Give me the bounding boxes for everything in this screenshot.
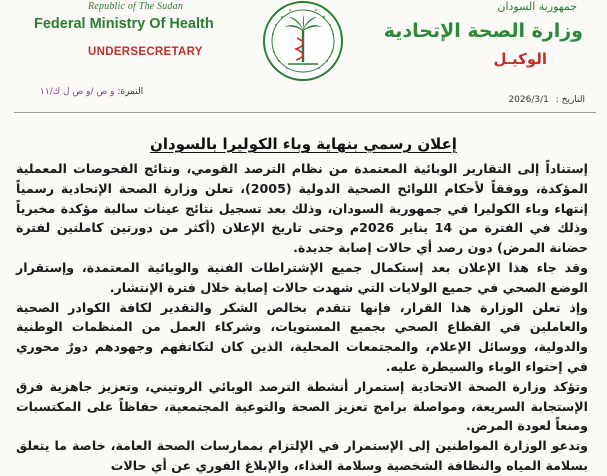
- body-paragraph-1: إستناداً إلى التقارير الوبائية المعتمدة من نظام الترصد القومي، ونتائج الفحوصات المعملية المؤكدة، ووفقاً لأحكام اللوائح الصحية الدولية (2005)، تعلن وزارة الصحة الإتحادية رسمياً إنتهاء وباء الكوليرا في جمهورية السودان، وذلك بعد تسجيل نتائج عينات سالبة مؤكدة مخبرياً وذلك في الفترة من 14 يناير 2026م وحتى تاريخ الإعلان (أكثر من دورتين كاملتين لفترة حضانة المرض) دون رصد أي حالات إصابة جديدة.: [16, 161, 588, 256]
- reference-label: النمرة:: [117, 87, 144, 97]
- date-value: 2026/3/1: [508, 95, 549, 105]
- body-paragraph-5: وتدعو الوزارة المواطنين إلى الإستمرار في الإلتزام بممارسات الصحة العامة، خاصة ما يتعلق بسلامة المياه والنظافة الشخصية وسلامة الغذاء، والإبلاغ الفوري عن أي حالات: [16, 438, 588, 473]
- announcement-body: [16, 159, 588, 476]
- body-paragraph-2: وقد جاء هذا الإعلان بعد إستكمال جميع الإشتراطات الفنية والوبائية المعتمدة، وإستقرار الوضع الصحي في جميع الولايات التي شهدت حالات إصابة خلال فترة الإنتشار.: [16, 259, 588, 295]
- letterhead-ar-ministry: وزارة الصحة الإتحادية: [383, 20, 583, 42]
- body-paragraph-4: وتؤكد وزارة الصحة الاتحادية إستمرار أنشطة الترصد الوبائي الروتيني، وتعزيز جاهزية فرق الإستجابة السريعة، ومواصلة برامج تعزيز الصحة والتوعية المجتمعية، حفاظاً على المكتسبات ومنعاً لعودة المرض.: [16, 378, 588, 434]
- reference-number: [40, 87, 143, 97]
- announcement-title-text: إعلان رسمي بنهاية وباء الكوليرا بالسودان: [150, 135, 457, 153]
- letterhead-ar-office: الوكيـل: [493, 50, 547, 68]
- date-label: التاريخ :: [555, 95, 585, 105]
- body-paragraph-3: وإذ تعلن الوزارة هذا القرار، فإنها تتقدم بخالص الشكر والتقدير لكافة الكوادر الصحية والعاملين في القطاع الصحي بجميع المستويات، وشركاء العمل من المنظمات الوطنية والدولية، ووسائل الإعلام، والمجتمعات المحلية، الذين كان لتكاتفهم وجهودهم دورٌ محوري في إحتواء الوباء والسيطرة عليه.: [16, 299, 588, 374]
- letterhead-en-office: UNDERSECRETARY: [88, 46, 203, 58]
- announcement-title: [0, 135, 607, 153]
- reference-value: و ص /و ص ل ك/١١: [40, 87, 115, 97]
- letterhead-ar-republic: جمهورية السودان: [497, 0, 577, 13]
- header-divider: [14, 112, 596, 113]
- letter-date: [508, 95, 585, 105]
- letterhead-en-republic: Republic of The Sudan: [88, 1, 184, 12]
- letterhead-en-ministry: Federal Ministry Of Health: [34, 16, 214, 32]
- ministry-emblem-logo: [260, 0, 346, 82]
